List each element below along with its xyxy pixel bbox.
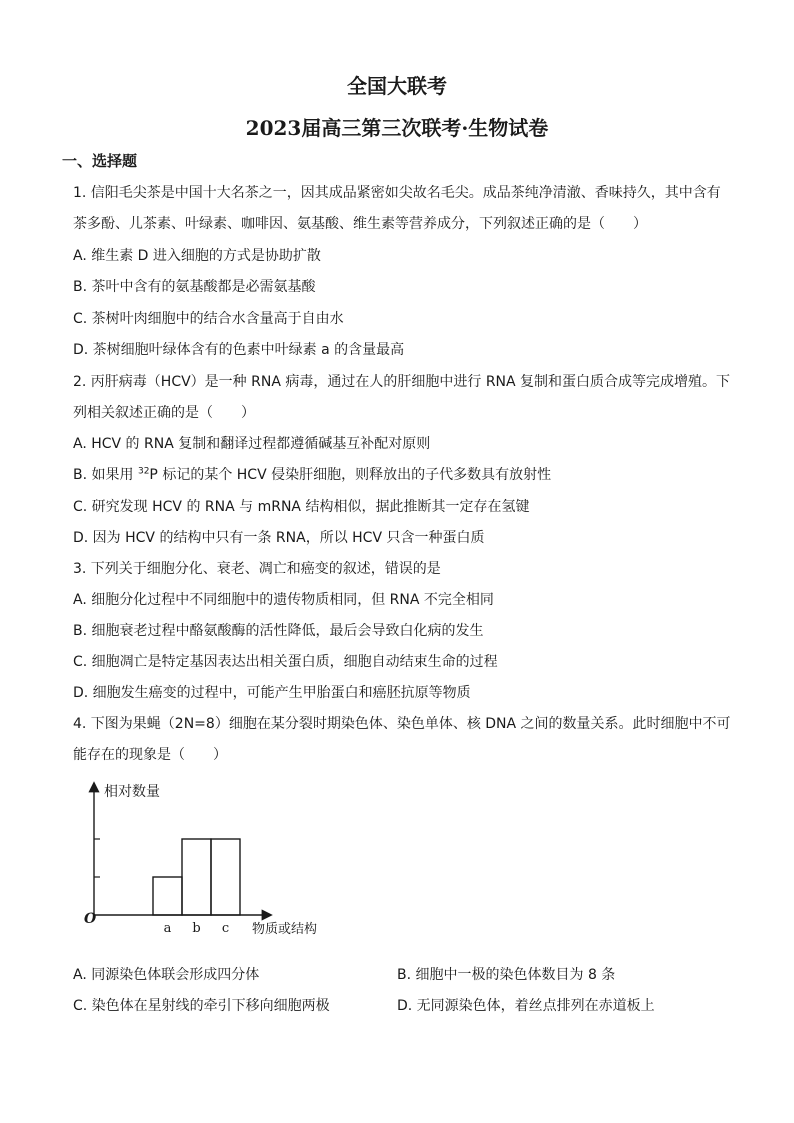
q3-option-b: B. 细胞衰老过程中酪氨酸酶的活性降低，最后会导致白化病的发生 <box>73 623 484 639</box>
exam-title: 全国大联考 <box>347 74 447 98</box>
q2-stem-line2: 列相关叙述正确的是（ ） <box>73 405 255 421</box>
x-axis-label: 物质或结构 <box>252 922 318 937</box>
q2-option-b-post: P 标记的某个 HCV 侵染肝细胞，则释放出的子代多数具有放射性 <box>149 467 552 483</box>
category-label-b: b <box>192 921 201 936</box>
bar-chart <box>80 770 350 940</box>
exam-subtitle: 2023届高三第三次联考·生物试卷 <box>245 116 549 140</box>
q2-option-a: A. HCV 的 RNA 复制和翻译过程都遵循碱基互补配对原则 <box>73 436 431 452</box>
q2-option-d: D. 因为 HCV 的结构中只有一条 RNA，所以 HCV 只含一种蛋白质 <box>73 530 485 546</box>
category-labels <box>164 921 230 936</box>
q4-option-a: A. 同源染色体联会形成四分体 <box>73 967 260 983</box>
q2-option-b-sup: 32 <box>137 466 150 477</box>
bar-b <box>182 839 211 915</box>
q3-stem-line1: 3. 下列关于细胞分化、衰老、凋亡和癌变的叙述，错误的是 <box>73 561 441 577</box>
category-label-c: c <box>221 921 230 936</box>
q4-stem-line1: 4. 下图为果蝇（2N=8）细胞在某分裂时期染色体、染色单体、核 DNA 之间的数量关系。此时细胞中不可 <box>73 716 731 732</box>
q2-option-b <box>73 464 551 484</box>
q1-stem-line2: 茶多酚、儿茶素、叶绿素、咖啡因、氨基酸、维生素等营养成分，下列叙述正确的是（ ） <box>73 216 647 232</box>
section-title: 一、选择题 <box>62 152 138 170</box>
q1-option-d: D. 茶树细胞叶绿体含有的色素中叶绿素 a 的含量最高 <box>73 342 405 358</box>
q1-option-c: C. 茶树叶肉细胞中的结合水含量高于自由水 <box>73 311 344 327</box>
q4-option-b: B. 细胞中一极的染色体数目为 8 条 <box>397 967 616 983</box>
q3-option-d: D. 细胞发生癌变的过程中，可能产生甲胎蛋白和癌胚抗原等物质 <box>73 685 471 701</box>
q2-option-c: C. 研究发现 HCV 的 RNA 与 mRNA 结构相似，据此推断其一定存在氢键 <box>73 499 530 515</box>
q1-option-b: B. 茶叶中含有的氨基酸都是必需氨基酸 <box>73 279 316 295</box>
origin-label: O <box>84 911 97 927</box>
q3-option-c: C. 细胞凋亡是特定基因表达出相关蛋白质，细胞自动结束生命的过程 <box>73 654 498 670</box>
q3-option-a: A. 细胞分化过程中不同细胞中的遗传物质相同，但 RNA 不完全相同 <box>73 592 494 608</box>
q1-option-a: A. 维生素 D 进入细胞的方式是协助扩散 <box>73 248 321 264</box>
q1-stem-line1: 1. 信阳毛尖茶是中国十大名茶之一，因其成品紧密如尖故名毛尖。成品茶纯净清澈、香味持久，其中含有 <box>73 185 721 201</box>
bars-group <box>153 839 240 915</box>
bar-c <box>211 839 240 915</box>
category-label-a: a <box>163 921 172 936</box>
y-tick-lines <box>94 839 100 877</box>
q4-stem-line2: 能存在的现象是（ ） <box>73 747 227 763</box>
bar-a <box>153 877 182 915</box>
q4-option-d: D. 无同源染色体，着丝点排列在赤道板上 <box>397 998 655 1014</box>
y-axis-label: 相对数量 <box>104 784 160 800</box>
bar-chart-svg <box>80 770 350 940</box>
q2-option-b-pre: B. 如果用 <box>73 467 138 483</box>
q2-stem-line1: 2. 丙肝病毒（HCV）是一种 RNA 病毒，通过在人的肝细胞中进行 RNA 复制和蛋白质合成等完成增殖。下 <box>73 374 731 390</box>
q4-option-c: C. 染色体在星射线的牵引下移向细胞两极 <box>73 998 330 1014</box>
